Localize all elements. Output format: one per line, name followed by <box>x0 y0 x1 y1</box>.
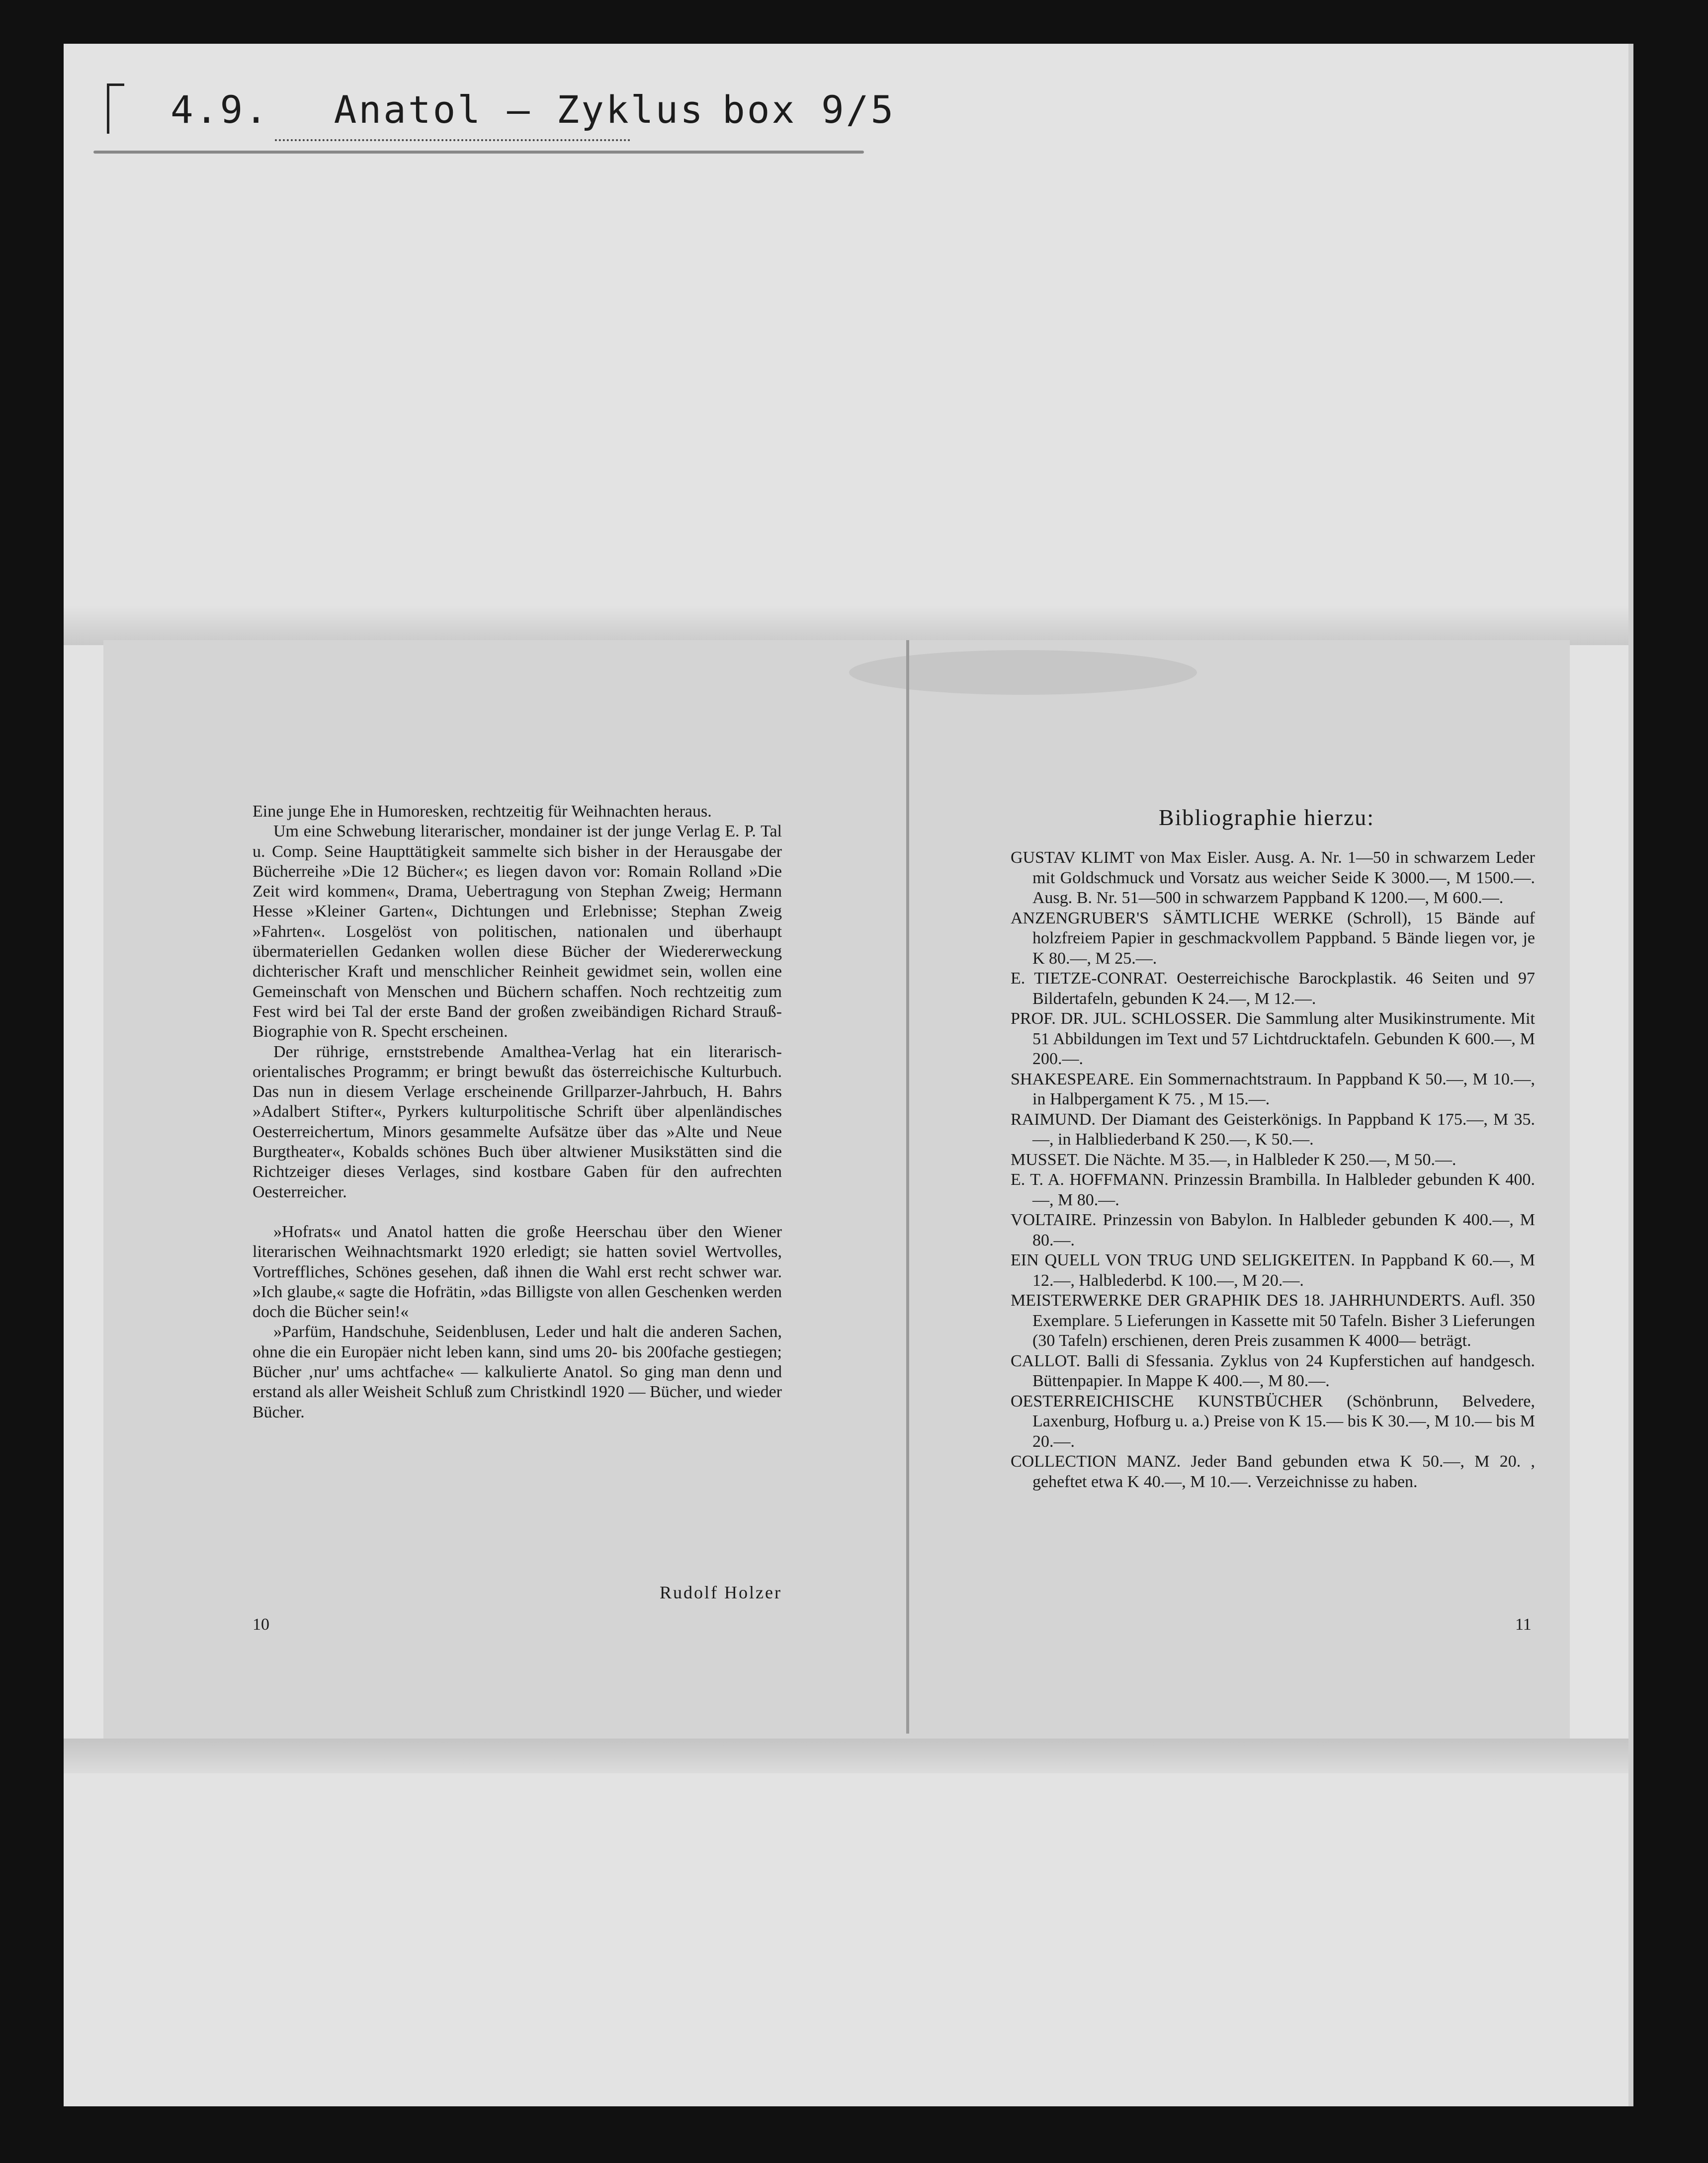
article-paragraph: »Parfüm, Handschuhe, Seidenblusen, Leder und halt die anderen Sachen, ohne die ein Europäer nicht leben kann, sind ums 20- bis 200fache gestiegen; Bücher ‚nur' ums achtfache« — kalkulierte Anatol. So ging man denn und erstand als aller Weisheit Schluß zum Christkindl 1920 — Bücher, und wieder Bücher. <box>253 1323 782 1421</box>
bibliography-entry: VOLTAIRE. Prinzessin von Babylon. In Halbleder gebunden K 400.—, M 80.—. <box>1011 1211 1535 1249</box>
article-paragraph: Eine junge Ehe in Humoresken, rechtzeitig für Weihnachten heraus. <box>253 802 712 821</box>
archive-title: Anatol – Zyklus <box>334 87 705 132</box>
clipping-top-shadow <box>64 605 1628 645</box>
bibliography-entry: MUSSET. Die Nächte. M 35.—, in Halbleder K 250.—, M 50.—. <box>1011 1150 1456 1169</box>
box-number: box 9/5 <box>722 87 896 132</box>
title-underline <box>275 139 630 141</box>
article-paragraph: Der rührige, ernststrebende Amalthea-Verlag hat ein literarisch-orientalisches Programm; er bringt bewußt das österreichische Kulturbuch. Das nun in diesem Verlage erscheinende Grillparzer-Jahrbuch, H. Bahrs »Adalbert Stifter«, Pyrkers kulturpolitische Schrift über alpenländisches Oesterreichertum, Minors gesammelte Aufsätze über das »Alte und Neue Burgtheater«, Kobalds schönes Buch über altwiener Musikstätten sind die Richtzeiger dieses Verlages, sind kostbare Gaben für den aufrechten Oesterreicher. <box>253 1042 782 1201</box>
bibliography-entry: RAIMUND. Der Diamant des Geisterkönigs. In Pappband K 175.—, M 35.—, in Halbliederband K 250.—, K 50.—. <box>1011 1110 1535 1149</box>
bibliography-entry: SHAKESPEARE. Ein Sommernachtstraum. In Pappband K 50.—, M 10.—, in Halbpergament K 75. , M 15.—. <box>1011 1070 1535 1108</box>
article-paragraph: Um eine Schwebung literarischer, mondainer ist der junge Verlag E. P. Tal u. Comp. Seine Haupttätigkeit sammelte sich bisher in der Herausgabe der Bücherreihe »Die 12 Bücher«; es liegen davon vor: Romain Rolland »Die Zeit wird kommen«, Drama, Uebertragung von Stephan Zweig; Hermann Hesse »Kleiner Garten«, Dichtungen und Erlebnisse; Stephan Zweig »Fahrten«. Losgelöst von politischen, nationalen und überhaupt übermateriellen Gedanken wollen diese Bücher der Wiedererweckung dichterischer Kraft und menschlicher Reinheit gewidmet sein, wollen eine Gemeinschaft von Menschen und Büchern schaffen. Noch rechtzeitig zum Fest wird bei Tal der erste Band der großen zweibändigen Richard Strauß-Biographie von R. Specht erscheinen. <box>253 822 782 1041</box>
archive-sheet <box>64 44 1633 2106</box>
right-page <box>911 640 1570 1734</box>
archive-label <box>171 87 705 132</box>
bibliography-entry: EIN QUELL VON TRUG UND SELIGKEITEN. In Pappband K 60.—, M 12.—, Halblederbd. K 100.—, M 20.—. <box>1011 1251 1535 1290</box>
newspaper-clipping <box>103 640 1570 1758</box>
archive-header <box>111 79 956 148</box>
bibliography-entry: ANZENGRUBER'S SÄMTLICHE WERKE (Schroll), 15 Bände auf holzfreiem Papier in geschmackvollem Pappband. 5 Bände liegen vor, je K 80.—, M 25.—. <box>1011 909 1535 968</box>
page-number-right: 11 <box>1515 1615 1532 1634</box>
left-page <box>103 640 904 1734</box>
article-text <box>253 802 782 1422</box>
author-signature: Rudolf Holzer <box>660 1582 782 1602</box>
bibliography-entry: MEISTERWERKE DER GRAPHIK DES 18. JAHRHUNDERTS. Aufl. 350 Exemplare. 5 Lieferungen in Kassette mit 50 Tafeln. Bisher 3 Lieferungen (30 Tafeln) erschienen, deren Preis zusammen K 4000— beträgt. <box>1011 1291 1535 1350</box>
clipping-bottom-shadow <box>64 1739 1628 1773</box>
bibliography-entry: OESTERREICHISCHE KUNSTBÜCHER (Schönbrunn, Belvedere, Laxenburg, Hofburg u. a.) Preise von K 15.— bis K 30.—, M 10.— bis M 20.—. <box>1011 1392 1535 1451</box>
archive-number: 4.9. <box>171 87 270 132</box>
bibliography-entry: CALLOT. Balli di Sfessania. Zyklus von 24 Kupferstichen auf handgesch. Büttenpapier. In Mappe K 400.—, M 80.—. <box>1011 1351 1535 1390</box>
bibliography-entry: E. T. A. HOFFMANN. Prinzessin Brambilla. In Halbleder gebunden K 400.—, M 80.—. <box>1011 1170 1535 1209</box>
section-break <box>253 1202 782 1222</box>
bibliography-entry: COLLECTION MANZ. Jeder Band gebunden etwa K 50.—, M 20. , geheftet etwa K 40.—, M 10.—. Verzeichnisse zu haben. <box>1011 1452 1535 1491</box>
bibliography-entry: PROF. DR. JUL. SCHLOSSER. Die Sammlung alter Musikinstrumente. Mit 51 Abbildungen im Text und 57 Lichtdrucktafeln. Gebunden K 600.—, M 200.—. <box>1011 1009 1535 1068</box>
bibliography-entry: E. TIETZE-CONRAT. Oesterreichische Barockplastik. 46 Seiten und 97 Bildertafeln, gebunden K 24.—, M 12.—. <box>1011 969 1535 1008</box>
bibliography-entry: GUSTAV KLIMT von Max Eisler. Ausg. A. Nr. 1—50 in schwarzem Leder mit Goldschmuck und Vorsatz aus weicher Seide K 3000.—, M 1500.—. Ausg. B. Nr. 51—500 in schwarzem Pappband K 1200.—, M 600.—. <box>1011 848 1535 907</box>
bibliography-list <box>1011 848 1535 1492</box>
page-fold <box>906 640 909 1734</box>
bibliography-heading: Bibliographie hierzu: <box>1158 805 1375 830</box>
header-rule <box>93 151 864 154</box>
corner-bracket <box>107 83 124 134</box>
page-number-left: 10 <box>253 1615 269 1634</box>
article-paragraph: »Hofrats« und Anatol hatten die große Heerschau über den Wiener literarischen Weihnachtsmarkt 1920 erledigt; sie hatten soviel Wertvolles, Vortreffliches, Schönes gesehen, daß ihnen die Wahl erst recht schwer war. »Ich glaube,« sagte die Hofrätin, »das Billigste von allen Geschenken werden doch die Bücher sein!« <box>253 1222 782 1322</box>
